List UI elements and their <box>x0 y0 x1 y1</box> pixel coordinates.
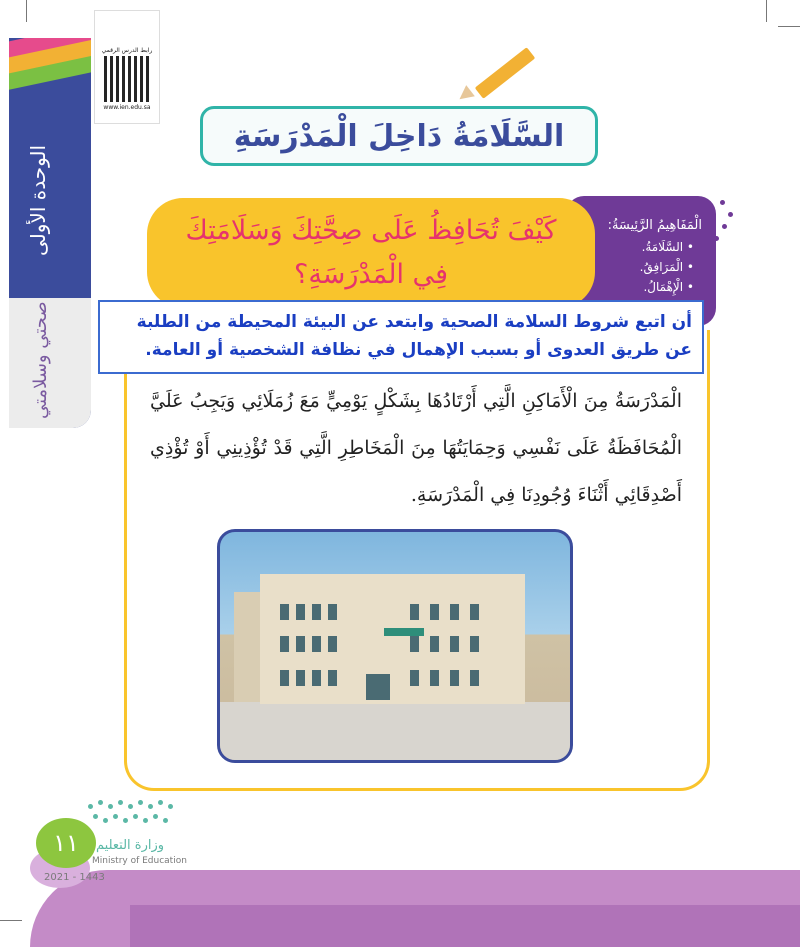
key-concept-item: • السَّلَامَةُ. <box>641 240 694 254</box>
school-building-image <box>217 529 573 763</box>
pencil-tip-icon <box>455 85 475 105</box>
ministry-name-arabic: وزارة التعليم <box>96 838 165 853</box>
bottom-wave <box>130 905 800 947</box>
qr-code-card[interactable] <box>94 10 160 124</box>
lesson-question: كَيْفَ تُحَافِظُ عَلَى صِحَّتِكَ وَسَلَامَتِكَ فِي الْمَدْرَسَةِ؟ <box>185 215 557 290</box>
photo-ground <box>220 702 570 762</box>
page-number: ١١ <box>53 829 79 857</box>
key-concepts-heading: الْمَفَاهِيمُ الرَّئِيسَةُ: <box>607 218 702 233</box>
qr-code-icon <box>104 56 150 102</box>
lesson-question-bubble <box>147 198 595 308</box>
edition-year: 2021 - 1443 <box>44 872 105 883</box>
ministry-name-english: Ministry of Education <box>92 856 187 866</box>
lesson-body-text: الْمَدْرَسَةُ مِنَ الْأَمَاكِنِ الَّتِي أَرْتَادُهَا بِشَكْلٍ يَوْمِيٍّ مَعَ زُمَلَائِي وَيَجِبُ عَلَيَّ الْمُحَافَظَةُ عَلَى نَفْسِي وَحِمَايَتُهَا مِنَ الْمَخَاطِرِ الَّتِي قَدْ تُؤْذِينِي أَوْ تُؤْذِي أَصْدِقَائِي أَثْنَاءَ وُجُودِنَا فِي الْمَدْرَسَةِ. <box>150 390 682 506</box>
crop-mark <box>0 920 22 921</box>
key-concept-item: • الْإِهْمَالُ. <box>643 280 694 294</box>
overlay-note-box <box>98 300 704 374</box>
unit-subtitle: صحتي وسلامتي <box>30 301 51 419</box>
photo-building-sign <box>384 628 424 636</box>
lesson-title-box <box>200 106 598 166</box>
unit-title: الوحدة الأولى <box>26 144 50 256</box>
overlay-note-text: أن اتبع شروط السلامة الصحية وابتعد عن البيئة المحيطة من الطلبة عن طريق العدوى أو بسبب الإهمال في نظافة الشخصية أو العامة. <box>136 312 692 360</box>
ministry-logo-icon <box>86 800 176 828</box>
crop-mark <box>766 0 767 22</box>
pencil-icon <box>475 47 536 99</box>
photo-building-side <box>234 592 262 702</box>
crop-mark <box>778 26 800 27</box>
qr-url: www.ien.edu.sa <box>103 104 151 111</box>
lesson-title: السَّلَامَةُ دَاخِلَ الْمَدْرَسَةِ <box>233 118 565 154</box>
qr-caption: رابط الدرس الرقمي <box>101 47 153 54</box>
key-concept-item: • الْمَرَافِقُ. <box>639 260 694 274</box>
photo-building <box>260 574 525 704</box>
crop-mark <box>26 0 27 22</box>
